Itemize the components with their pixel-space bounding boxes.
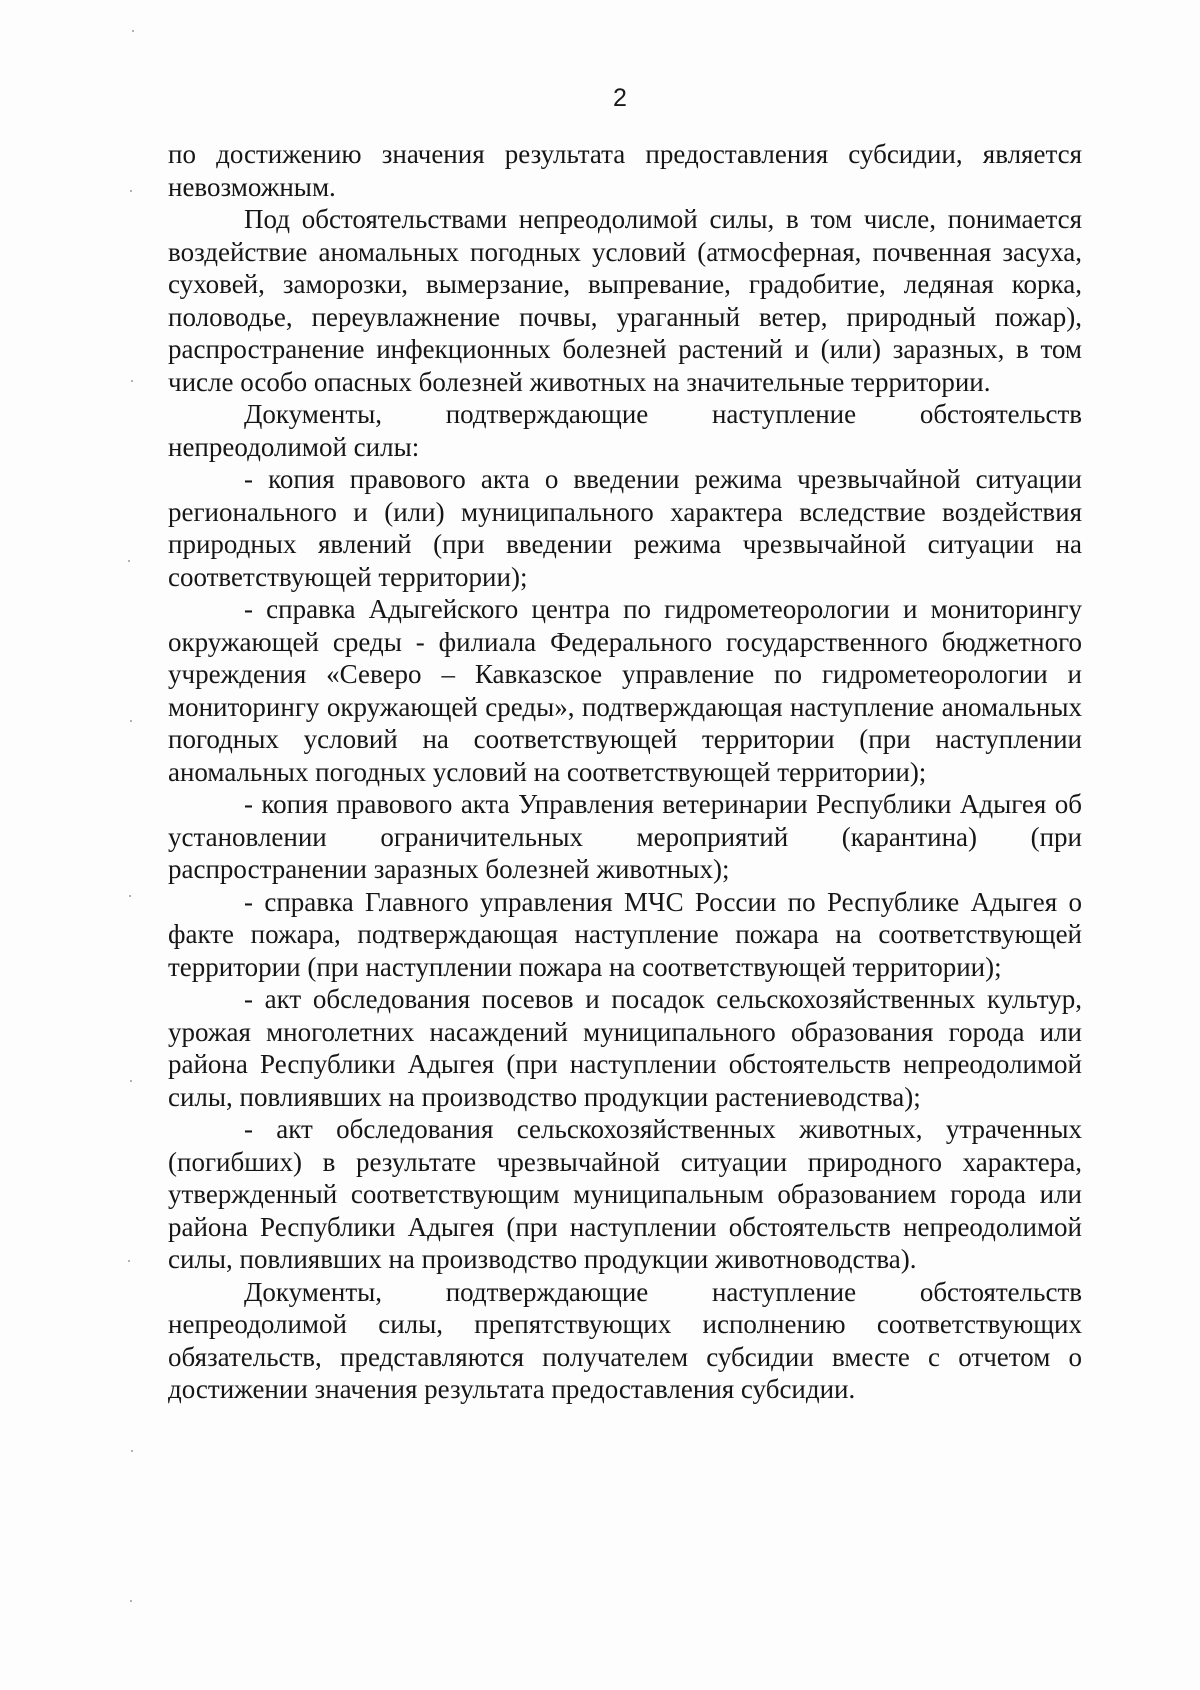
- list-item: - копия правового акта о введении режима чрезвычайной ситуации регионального и (или) муниципального характера вследствие воздействия природных явлений (при введении режима чрезвычайной ситуации на соответствующей территории);: [168, 464, 1082, 592]
- list-item: - справка Адыгейского центра по гидрометеорологии и мониторингу окружающей среды - филиала Федерального государственного бюджетного учреждения «Северо – Кавказское управление по гидрометеорологии и мониторингу окружающей среды», подтверждающая наступление аномальных погодных условий на соответствующей территории (при наступлении аномальных погодных условий на соответствующей территории);: [168, 594, 1082, 787]
- paragraph-force-majeure-definition: Под обстоятельствами непреодолимой силы, в том числе, понимается воздействие аномальных погодных условий (атмосферная, почвенная засуха, суховей, заморозки, вымерзание, выпревание, градобитие, ледяная корка, половодье, переувлажнение почвы, ураганный ветер, природный пожар), распространение инфекционных болезней растений и (или) заразных, в том числе особо опасных болезней животных на значительные территории.: [168, 204, 1082, 397]
- document-body: [168, 138, 1082, 1406]
- scan-artifact: [131, 1450, 133, 1452]
- list-item: - акт обследования посевов и посадок сельскохозяйственных культур, урожая многолетних насаждений муниципального образования города или района Республики Адыгея (при наступлении обстоятельств непреодолимой силы, повлиявших на производство продукции растениеводства);: [168, 984, 1082, 1112]
- list-item: - справка Главного управления МЧС России по Республике Адыгея о факте пожара, подтверждающая наступление пожара на соответствующей территории (при наступлении пожара на соответствующей территории);: [168, 886, 1082, 982]
- scan-artifact: [131, 380, 133, 382]
- paragraph-documents-intro: Документы, подтверждающие наступление обстоятельств непреодолимой силы:: [168, 399, 1082, 462]
- page-number: 2: [613, 84, 627, 112]
- paragraph-documents-submission: Документы, подтверждающие наступление обстоятельств непреодолимой силы, препятствующих исполнению соответствующих обязательств, представляются получателем субсидии вместе с отчетом о достижении значения результата предоставления субсидии.: [168, 1276, 1082, 1404]
- scan-artifact: [130, 1600, 132, 1602]
- list-item: - копия правового акта Управления ветеринарии Республики Адыгея об установлении ограничительных мероприятий (карантина) (при распространении заразных болезней животных);: [168, 789, 1082, 884]
- scan-artifact: [132, 30, 134, 32]
- list-item: - акт обследования сельскохозяйственных животных, утраченных (погибших) в результате чрезвычайной ситуации природного характера, утвержденный соответствующим муниципальным образованием города или района Республики Адыгея (при наступлении обстоятельств непреодолимой силы, повлиявших на производство продукции животноводства).: [168, 1114, 1082, 1274]
- paragraph-continuation: по достижению значения результата предоставления субсидии, является невозможным.: [168, 139, 1082, 202]
- scan-artifact: [128, 1260, 130, 1262]
- scan-artifact: [130, 1080, 132, 1082]
- scan-artifact: [128, 560, 130, 562]
- scan-artifact: [130, 720, 132, 722]
- scan-artifact: [130, 190, 132, 192]
- scan-artifact: [129, 895, 131, 897]
